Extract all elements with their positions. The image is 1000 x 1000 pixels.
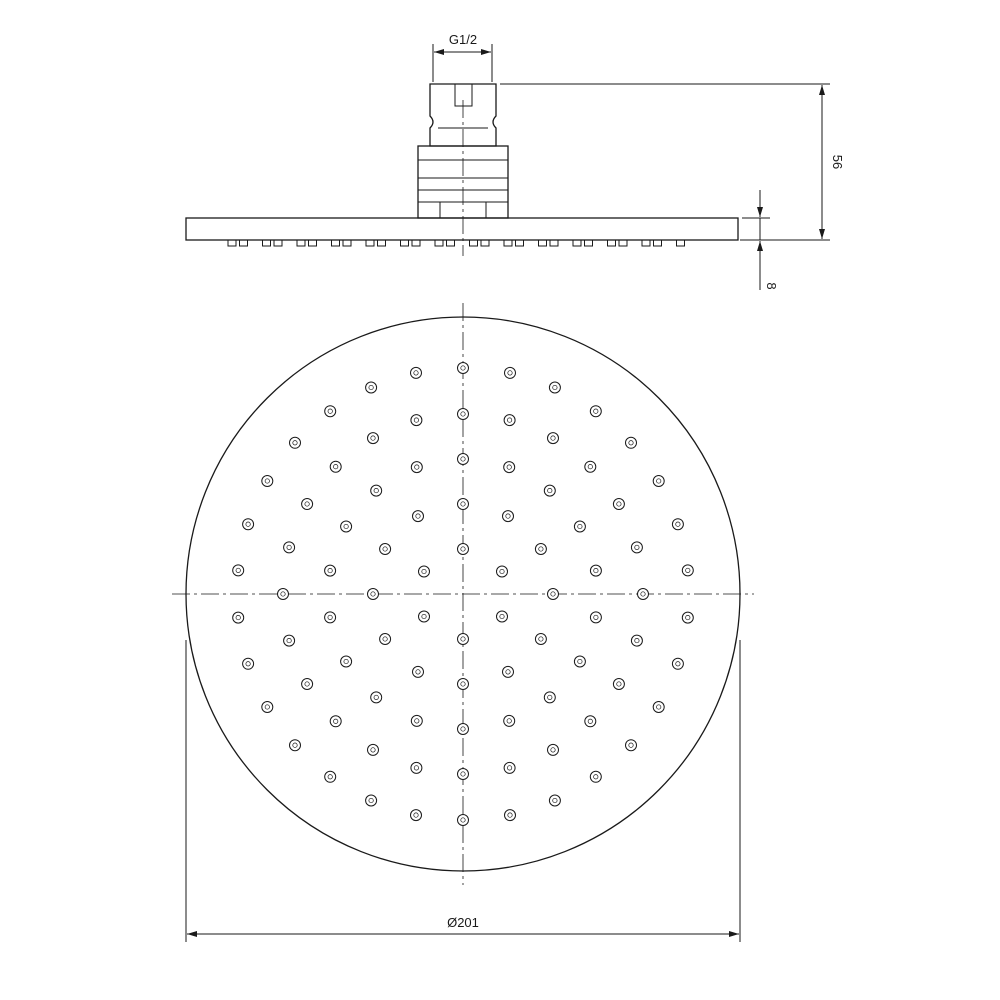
nozzle (411, 810, 422, 821)
nozzle (458, 454, 469, 465)
nozzle (380, 544, 391, 555)
nozzle (585, 461, 596, 472)
nozzle (290, 740, 301, 751)
nozzle-stub (550, 240, 558, 246)
nozzle (504, 415, 515, 426)
nozzle (325, 406, 336, 417)
nozzle (549, 795, 560, 806)
nozzle-stub (401, 240, 409, 246)
nozzle-stub (343, 240, 351, 246)
nozzle (503, 666, 514, 677)
nozzle (682, 565, 693, 576)
nozzle (458, 363, 469, 374)
nozzle (325, 771, 336, 782)
nozzle (411, 462, 422, 473)
nozzle (548, 589, 559, 600)
nozzle (302, 679, 313, 690)
nozzle (626, 437, 637, 448)
nozzle (325, 612, 336, 623)
nozzle (411, 415, 422, 426)
nozzle-row-side (228, 240, 685, 246)
nozzle-stub (470, 240, 478, 246)
nozzle (325, 565, 336, 576)
nozzle (613, 499, 624, 510)
thread-label: G1/2 (448, 32, 478, 47)
nozzle (590, 565, 601, 576)
nozzle-stub (366, 240, 374, 246)
nozzle-stub (309, 240, 317, 246)
nozzle (590, 406, 601, 417)
nozzle (368, 589, 379, 600)
nozzle (278, 589, 289, 600)
nozzle-stub (619, 240, 627, 246)
nozzle (504, 462, 515, 473)
nozzle (682, 612, 693, 623)
nozzle (505, 810, 516, 821)
nozzle (638, 589, 649, 600)
nozzle-stub (677, 240, 685, 246)
nozzle (544, 485, 555, 496)
nozzle (302, 499, 313, 510)
nozzle (419, 566, 430, 577)
nozzle (330, 716, 341, 727)
nozzle (590, 771, 601, 782)
nozzle-stub (435, 240, 443, 246)
nozzle (535, 544, 546, 555)
nozzle (411, 715, 422, 726)
nozzle (585, 716, 596, 727)
nozzle (411, 762, 422, 773)
nozzle (458, 815, 469, 826)
nozzle (413, 511, 424, 522)
nozzle (341, 521, 352, 532)
nozzle (535, 634, 546, 645)
nozzle (368, 744, 379, 755)
nozzle (290, 437, 301, 448)
nozzle (243, 519, 254, 530)
nozzle (549, 382, 560, 393)
nozzle-stub (332, 240, 340, 246)
nozzle (419, 611, 430, 622)
nozzle (262, 702, 273, 713)
nozzle (504, 715, 515, 726)
nozzle (497, 611, 508, 622)
nozzle (631, 542, 642, 553)
nozzle-stub (642, 240, 650, 246)
nozzle (458, 724, 469, 735)
thickness-label: 8 (764, 282, 779, 290)
side-view (186, 32, 845, 290)
nozzle (284, 635, 295, 646)
nozzle (653, 476, 664, 487)
nozzle (653, 702, 664, 713)
nozzle-stub (263, 240, 271, 246)
nozzle-stub (654, 240, 662, 246)
nozzle-stub (378, 240, 386, 246)
nozzle (458, 499, 469, 510)
nozzle (505, 367, 516, 378)
nozzle (590, 612, 601, 623)
nozzle (613, 679, 624, 690)
nozzle (366, 795, 377, 806)
nozzle-stub (573, 240, 581, 246)
nozzle (574, 521, 585, 532)
nozzle (626, 740, 637, 751)
nozzle (458, 544, 469, 555)
height-dimension (500, 84, 845, 240)
nozzle (574, 656, 585, 667)
nozzle (330, 461, 341, 472)
nozzle (504, 762, 515, 773)
nozzle (458, 769, 469, 780)
nozzle (672, 519, 683, 530)
nozzle (458, 409, 469, 420)
nozzle (243, 658, 254, 669)
nozzle-stub (585, 240, 593, 246)
nozzle (284, 542, 295, 553)
nozzle (371, 692, 382, 703)
nozzle-stub (297, 240, 305, 246)
nozzle (371, 485, 382, 496)
shower-plate-side (186, 218, 738, 246)
nozzle (631, 635, 642, 646)
height-label: 56 (830, 154, 845, 170)
nozzle (341, 656, 352, 667)
nozzle-stub (608, 240, 616, 246)
nozzle (413, 666, 424, 677)
nozzle (503, 511, 514, 522)
nozzle (497, 566, 508, 577)
nozzle-stub (228, 240, 236, 246)
nozzle-stub (412, 240, 420, 246)
nozzle-stub (481, 240, 489, 246)
nozzle (233, 565, 244, 576)
nozzle (544, 692, 555, 703)
nozzle-stub (274, 240, 282, 246)
nozzle-stub (539, 240, 547, 246)
top-view (172, 303, 754, 942)
nozzle (458, 634, 469, 645)
nozzle-stub (516, 240, 524, 246)
nozzle (366, 382, 377, 393)
nozzle-stub (240, 240, 248, 246)
nozzle (233, 612, 244, 623)
nozzle (411, 367, 422, 378)
nozzle (548, 744, 559, 755)
diameter-label: Ø201 (447, 915, 479, 930)
nozzle-stub (447, 240, 455, 246)
nozzle (368, 433, 379, 444)
nozzle (672, 658, 683, 669)
nozzle (380, 634, 391, 645)
nozzle (548, 433, 559, 444)
nozzle (262, 476, 273, 487)
nozzle-stub (504, 240, 512, 246)
nozzle (458, 679, 469, 690)
thread-dimension (433, 32, 492, 82)
